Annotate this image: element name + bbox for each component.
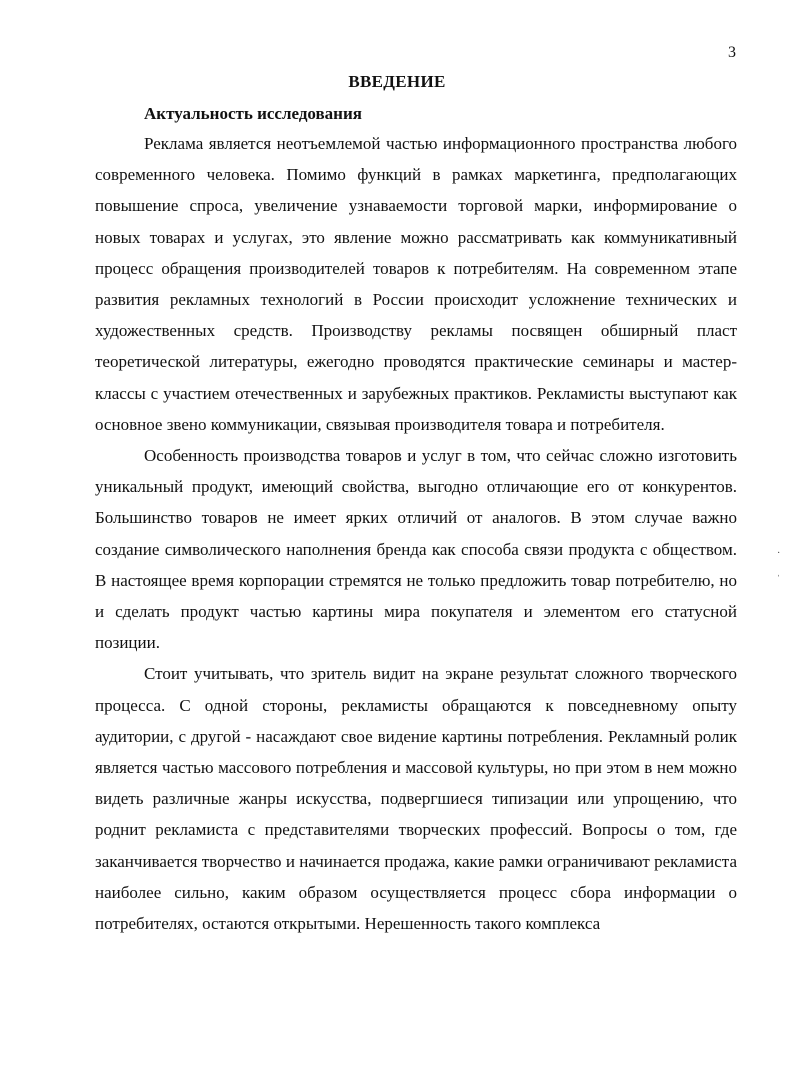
page-number: 3 — [728, 44, 736, 61]
paragraph: Реклама является неотъемлемой частью информационного пространства любого современного человека. Помимо функций в рамках маркетинга, предполагающих повышение спроса, увеличение узнаваемости торговой марки, информирование о новых товарах и услугах, это явление можно рассматривать как коммуникативный процесс обращения производителей товаров к потребителям. На современном этапе развития рекламных технологий в России происходит усложнение технических и художественных средств. Производству рекламы посвящен обширный пласт теоретической литературы, ежегодно проводятся практические семинары и мастер-классы с участием отечественных и зарубежных практиков. Рекламисты выступают как основное звено коммуникации, связывая производителя товара и потребителя. — [95, 134, 737, 434]
body-text — [95, 128, 737, 939]
subsection-title: Актуальность исследования — [144, 104, 362, 123]
section-title: ВВЕДЕНИЕ — [348, 72, 446, 91]
paragraph: Стоит учитывать, что зритель видит на экране результат сложного творческого процесса. С одной стороны, рекламисты обращаются к повседневному опыту аудитории, с другой - насаждают свое видение картины потребления. Рекламный ролик является частью массового потребления и массовой культуры, но при этом в нем можно видеть различные жанры искусства, подвергшиеся типизации или упрощению, что роднит рекламиста с представителями творческих профессий. Вопросы о том, где заканчивается творчество и начинается продажа, какие рамки ограничивают рекламиста наиболее сильно, каким образом осуществляется процесс сбора информации о потребителях, остаются открытыми. Нерешенность такого комплекса — [95, 664, 737, 934]
scan-artifact-tick: ˌ — [777, 566, 781, 577]
scan-artifact-dot: · — [777, 548, 781, 559]
paragraph: Особенность производства товаров и услуг в том, что сейчас сложно изготовить уникальный продукт, имеющий свойства, выгодно отличающие его от конкурентов. Большинство товаров не имеет ярких отличий от аналогов. В этом случае важно создание символического наполнения бренда как способа связи продукта с обществом. В настоящее время корпорации стремятся не только предложить товар потребителю, но и сделать продукт частью картины мира покупателя и элементом его статусной позиции. — [95, 446, 737, 653]
